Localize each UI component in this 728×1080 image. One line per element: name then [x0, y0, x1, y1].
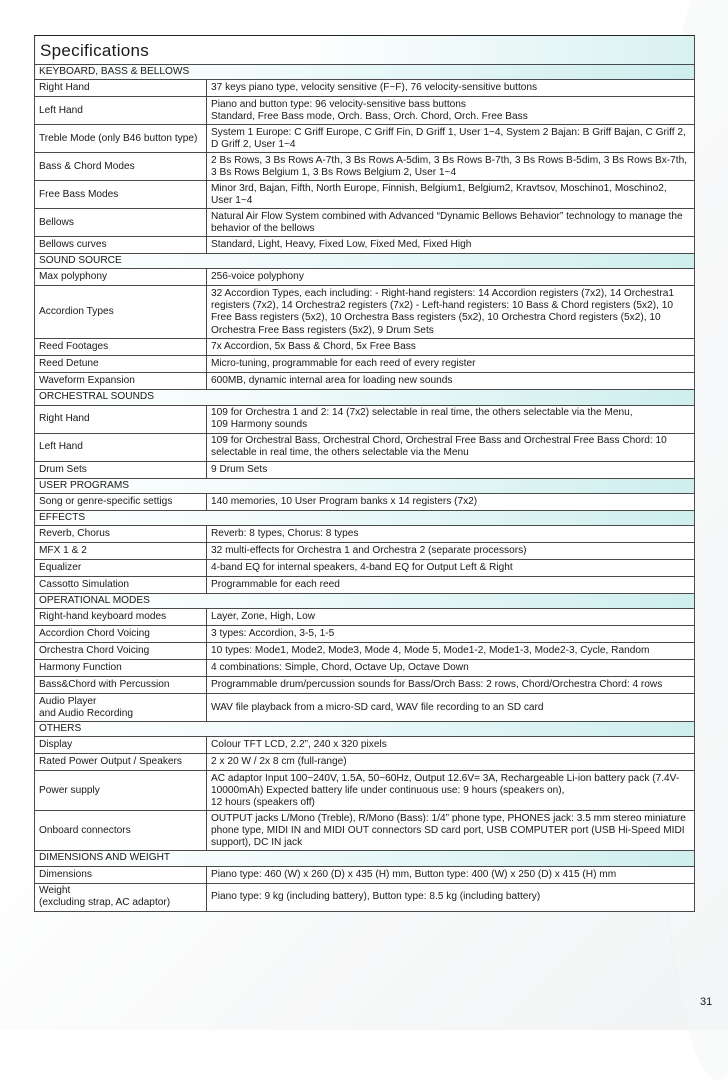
spec-value: 2 x 20 W / 2x 8 cm (full-range) [207, 754, 695, 771]
spec-label: Right Hand [35, 405, 207, 433]
page-title: Specifications [35, 36, 695, 65]
spec-label: Equalizer [35, 560, 207, 577]
spec-value: Micro-tuning, programmable for each reed of every register [207, 356, 695, 373]
spec-row [35, 754, 695, 771]
spec-row [35, 97, 695, 125]
spec-label: Reed Footages [35, 339, 207, 356]
spec-label: Left Hand [35, 433, 207, 461]
spec-row [35, 80, 695, 97]
spec-value: Programmable for each reed [207, 577, 695, 594]
spec-row [35, 493, 695, 510]
spec-row [35, 373, 695, 390]
spec-row [35, 433, 695, 461]
spec-row [35, 771, 695, 811]
spec-row [35, 543, 695, 560]
spec-value: Minor 3rd, Bajan, Fifth, North Europe, Finnish, Belgium1, Belgium2, Kravtsov, Moschino1, Moschino2, User 1~4 [207, 181, 695, 209]
section-header-row [35, 722, 695, 737]
page-number: 31 [700, 996, 713, 1008]
spec-value: 32 Accordion Types, each including: - Right-hand registers: 14 Accordion registers (7x2), 14 Orchestra1 registers (7x2), 14 Orchestra2 registers (7x2) - Left-hand registers: 10 Bass & Chord registers (5x2), 10 Free Bass registers (5x2), 10 Orchestra Bass registers (5x2), 10 Orchestra Chord registers (5x2), 10 Orchestra Free Bass registers (5x2), 9 Drum Sets [207, 286, 695, 339]
spec-label: Accordion Types [35, 286, 207, 339]
spec-value: WAV file playback from a micro-SD card, WAV file recording to an SD card [207, 694, 695, 722]
spec-label: Song or genre-specific settigs [35, 493, 207, 510]
spec-row [35, 694, 695, 722]
spec-value: 256-voice polyphony [207, 269, 695, 286]
spec-row [35, 269, 695, 286]
spec-row [35, 866, 695, 883]
spec-value: 109 for Orchestral Bass, Orchestral Chord, Orchestral Free Bass and Orchestral Free Bass Chord: 10 selectable in real time, the others selectable via the Menu [207, 433, 695, 461]
spec-value: Reverb: 8 types, Chorus: 8 types [207, 526, 695, 543]
spec-label: Waveform Expansion [35, 373, 207, 390]
spec-value: 32 multi-effects for Orchestra 1 and Orchestra 2 (separate processors) [207, 543, 695, 560]
section-header-row [35, 510, 695, 525]
section-header-row [35, 851, 695, 866]
spec-label: Audio Player and Audio Recording [35, 694, 207, 722]
spec-value: Layer, Zone, High, Low [207, 609, 695, 626]
spec-value: Natural Air Flow System combined with Advanced “Dynamic Bellows Behavior” technology to manage the behavior of the bellows [207, 209, 695, 237]
spec-value: 4 combinations: Simple, Chord, Octave Up, Octave Down [207, 660, 695, 677]
spec-row [35, 153, 695, 181]
spec-row [35, 526, 695, 543]
spec-row [35, 339, 695, 356]
spec-label: MFX 1 & 2 [35, 543, 207, 560]
section-heading: OTHERS [35, 722, 695, 737]
spec-value: Standard, Light, Heavy, Fixed Low, Fixed Med, Fixed High [207, 237, 695, 254]
spec-label: Bellows [35, 209, 207, 237]
section-header-row [35, 390, 695, 405]
spec-row [35, 125, 695, 153]
spec-label: Right-hand keyboard modes [35, 609, 207, 626]
section-heading: KEYBOARD, BASS & BELLOWS [35, 65, 695, 80]
spec-value: Piano type: 9 kg (including battery), Button type: 8.5 kg (including battery) [207, 883, 695, 911]
spec-label: Bass&Chord with Percussion [35, 677, 207, 694]
spec-row [35, 286, 695, 339]
spec-label: Harmony Function [35, 660, 207, 677]
spec-value: 4-band EQ for internal speakers, 4-band EQ for Output Left & Right [207, 560, 695, 577]
spec-label: Orchestra Chord Voicing [35, 643, 207, 660]
spec-row [35, 660, 695, 677]
spec-value: System 1 Europe: C Griff Europe, C Griff Fin, D Griff 1, User 1~4, System 2 Bajan: B Griff Bajan, C Griff 2, D Griff 2, User 1~4 [207, 125, 695, 153]
spec-row [35, 405, 695, 433]
spec-value: 109 for Orchestra 1 and 2: 14 (7x2) selectable in real time, the others selectable via the Menu, 109 Harmony sounds [207, 405, 695, 433]
spec-label: Cassotto Simulation [35, 577, 207, 594]
spec-row [35, 560, 695, 577]
specifications-body [35, 36, 695, 912]
spec-row [35, 643, 695, 660]
section-heading: SOUND SOURCE [35, 254, 695, 269]
spec-row [35, 811, 695, 851]
spec-label: Dimensions [35, 866, 207, 883]
section-header-row [35, 254, 695, 269]
section-header-row [35, 594, 695, 609]
spec-label: Reed Detune [35, 356, 207, 373]
spec-value: Piano and button type: 96 velocity-sensitive bass buttons Standard, Free Bass mode, Orch. Bass, Orch. Chord, Orch. Free Bass [207, 97, 695, 125]
spec-row [35, 626, 695, 643]
section-header-row [35, 478, 695, 493]
section-heading: DIMENSIONS AND WEIGHT [35, 851, 695, 866]
spec-value: AC adaptor Input 100~240V, 1.5A, 50~60Hz, Output 12.6V= 3A, Rechargeable Li-ion battery pack (7.4V-10000mAh) Expected battery life under continuous use: 9 hours (speakers on), 12 hours (speakers off) [207, 771, 695, 811]
spec-value: 600MB, dynamic internal area for loading new sounds [207, 373, 695, 390]
spec-value: 7x Accordion, 5x Bass & Chord, 5x Free Bass [207, 339, 695, 356]
spec-label: Accordion Chord Voicing [35, 626, 207, 643]
spec-label: Reverb, Chorus [35, 526, 207, 543]
spec-value: 3 types: Accordion, 3-5, 1-5 [207, 626, 695, 643]
section-heading: ORCHESTRAL SOUNDS [35, 390, 695, 405]
spec-value: OUTPUT jacks L/Mono (Treble), R/Mono (Bass): 1/4” phone type, PHONES jack: 3.5 mm stereo miniature phone type, MIDI IN and MIDI OUT connectors SD card port, USB COMPUTER port (USB Hi-Speed MIDI support), DC IN jack [207, 811, 695, 851]
spec-label: Bass & Chord Modes [35, 153, 207, 181]
spec-value: 9 Drum Sets [207, 461, 695, 478]
section-heading: USER PROGRAMS [35, 478, 695, 493]
spec-label: Treble Mode (only B46 button type) [35, 125, 207, 153]
spec-row [35, 677, 695, 694]
spec-label: Free Bass Modes [35, 181, 207, 209]
specifications-table [34, 35, 695, 912]
spec-label: Right Hand [35, 80, 207, 97]
spec-value: 140 memories, 10 User Program banks x 14 registers (7x2) [207, 493, 695, 510]
spec-row [35, 356, 695, 373]
spec-label: Power supply [35, 771, 207, 811]
spec-label: Drum Sets [35, 461, 207, 478]
spec-value: Piano type: 460 (W) x 260 (D) x 435 (H) mm, Button type: 400 (W) x 250 (D) x 415 (H) mm [207, 866, 695, 883]
spec-row [35, 181, 695, 209]
section-header-row [35, 65, 695, 80]
spec-label: Left Hand [35, 97, 207, 125]
section-heading: EFFECTS [35, 510, 695, 525]
title-row [35, 36, 695, 65]
spec-row [35, 577, 695, 594]
spec-label: Weight (excluding strap, AC adaptor) [35, 883, 207, 911]
spec-value: Programmable drum/percussion sounds for Bass/Orch Bass: 2 rows, Chord/Orchestra Chord: 4 rows [207, 677, 695, 694]
spec-row [35, 883, 695, 911]
section-heading: OPERATIONAL MODES [35, 594, 695, 609]
spec-row [35, 237, 695, 254]
spec-label: Bellows curves [35, 237, 207, 254]
spec-label: Max polyphony [35, 269, 207, 286]
spec-value: 37 keys piano type, velocity sensitive (F~F), 76 velocity-sensitive buttons [207, 80, 695, 97]
spec-row [35, 609, 695, 626]
spec-value: 10 types: Mode1, Mode2, Mode3, Mode 4, Mode 5, Mode1-2, Mode1-3, Mode2-3, Cycle, Random [207, 643, 695, 660]
spec-row [35, 461, 695, 478]
spec-label: Display [35, 737, 207, 754]
spec-label: Onboard connectors [35, 811, 207, 851]
spec-row [35, 737, 695, 754]
spec-row [35, 209, 695, 237]
spec-value: 2 Bs Rows, 3 Bs Rows A-7th, 3 Bs Rows A-5dim, 3 Bs Rows B-7th, 3 Bs Rows B-5dim, 3 Bs Rows Bx-7th, 3 Bs Rows Belgium 1, 3 Bs Rows Belgium 2, User 1~4 [207, 153, 695, 181]
spec-value: Colour TFT LCD, 2.2”, 240 x 320 pixels [207, 737, 695, 754]
spec-label: Rated Power Output / Speakers [35, 754, 207, 771]
